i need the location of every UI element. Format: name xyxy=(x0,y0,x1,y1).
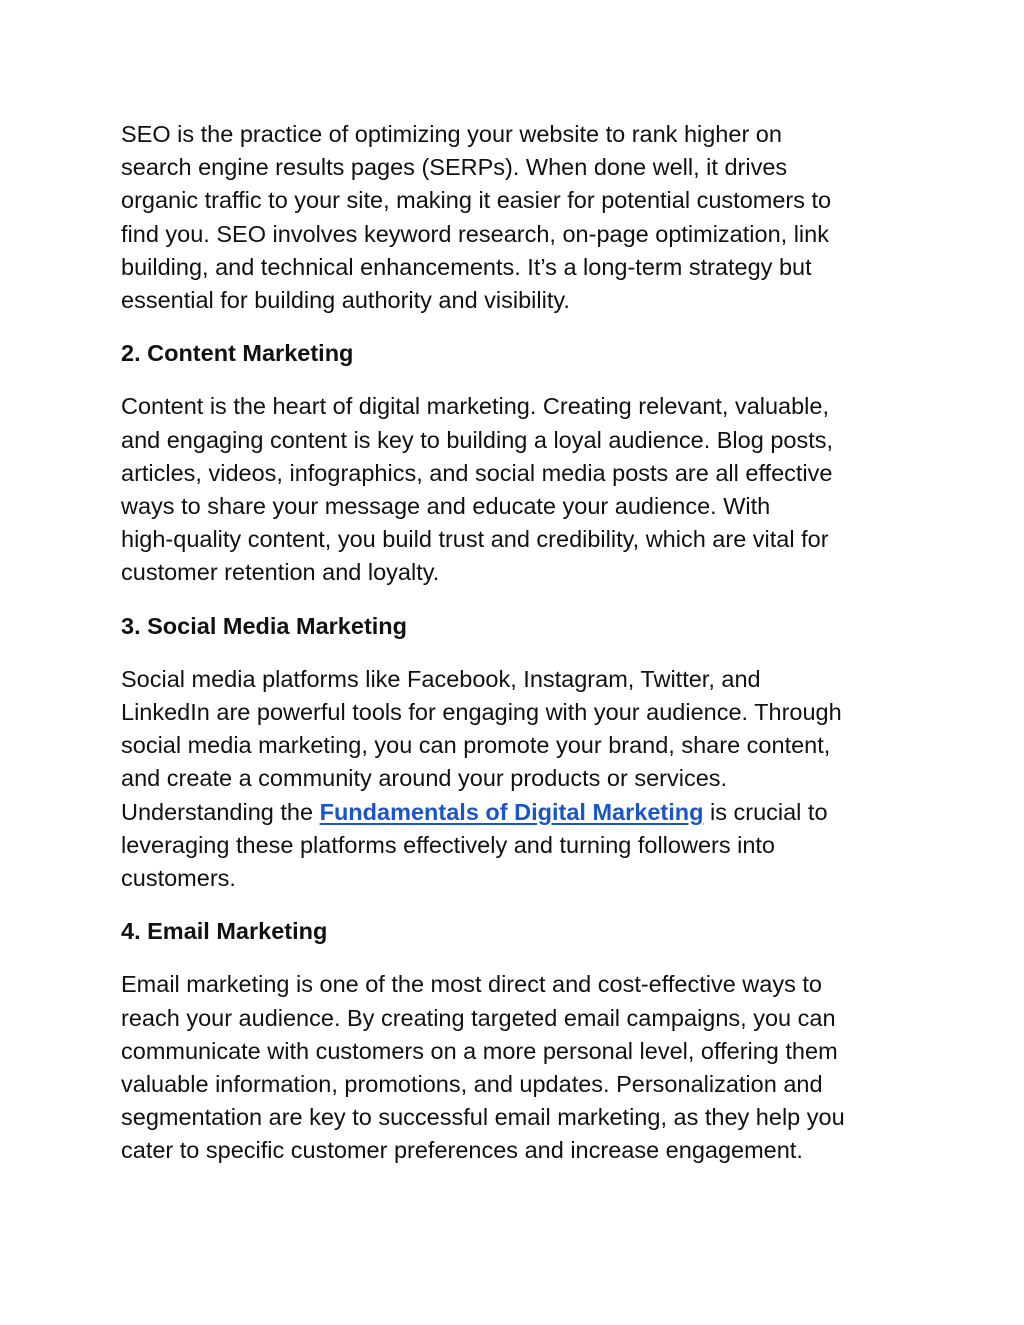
section-heading-content-marketing: 2. Content Marketing xyxy=(121,340,354,367)
text-line: reach your audience. By creating targeted email campaigns, you can xyxy=(121,1004,836,1031)
text-line: and create a community around your products or services. xyxy=(121,765,728,792)
text-line: find you. SEO involves keyword research, on-page optimization, link xyxy=(121,220,829,247)
text-line: search engine results pages (SERPs). When done well, it drives xyxy=(121,154,788,181)
section-heading-email-marketing: 4. Email Marketing xyxy=(121,918,328,945)
fundamentals-of-digital-marketing-link[interactable]: Fundamentals of Digital Marketing xyxy=(319,798,704,825)
text-line: LinkedIn are powerful tools for engaging with your audience. Through xyxy=(121,699,842,726)
email-marketing-paragraph xyxy=(121,968,911,1167)
text-line: Content is the heart of digital marketing. Creating relevant, valuable, xyxy=(121,393,830,420)
text-line: ways to share your message and educate your audience. With xyxy=(121,493,771,520)
text-line: segmentation are key to successful email marketing, as they help you xyxy=(121,1104,845,1131)
text-line-with-link xyxy=(121,796,911,829)
text-line: organic traffic to your site, making it easier for potential customers to xyxy=(121,187,832,214)
text-line: and engaging content is key to building a loyal audience. Blog posts, xyxy=(121,426,834,453)
intro-paragraph xyxy=(121,118,911,317)
text-line: building, and technical enhancements. It’s a long-term strategy but xyxy=(121,253,812,280)
link-suffix-text: is crucial to xyxy=(703,798,828,825)
text-line: Social media platforms like Facebook, Instagram, Twitter, and xyxy=(121,665,761,692)
text-line: articles, videos, infographics, and social media posts are all effective xyxy=(121,459,833,486)
link-prefix-text: Understanding the xyxy=(121,798,320,825)
text-line: leveraging these platforms effectively and turning followers into xyxy=(121,831,776,858)
text-line: high-quality content, you build trust and credibility, which are vital for xyxy=(121,526,829,553)
text-line: customer retention and loyalty. xyxy=(121,559,440,586)
text-line: customers. xyxy=(121,865,236,892)
text-line: valuable information, promotions, and updates. Personalization and xyxy=(121,1071,823,1098)
document-page xyxy=(121,118,911,1168)
text-line: Email marketing is one of the most direct and cost-effective ways to xyxy=(121,971,822,998)
text-line: social media marketing, you can promote your brand, share content, xyxy=(121,732,831,759)
content-marketing-paragraph xyxy=(121,390,911,589)
section-heading-social-media-marketing: 3. Social Media Marketing xyxy=(121,612,408,639)
text-line: SEO is the practice of optimizing your website to rank higher on xyxy=(121,121,782,147)
social-media-marketing-paragraph xyxy=(121,663,911,895)
text-line: communicate with customers on a more personal level, offering them xyxy=(121,1037,838,1064)
text-line: essential for building authority and visibility. xyxy=(121,287,570,314)
text-line: cater to specific customer preferences and increase engagement. xyxy=(121,1137,803,1164)
